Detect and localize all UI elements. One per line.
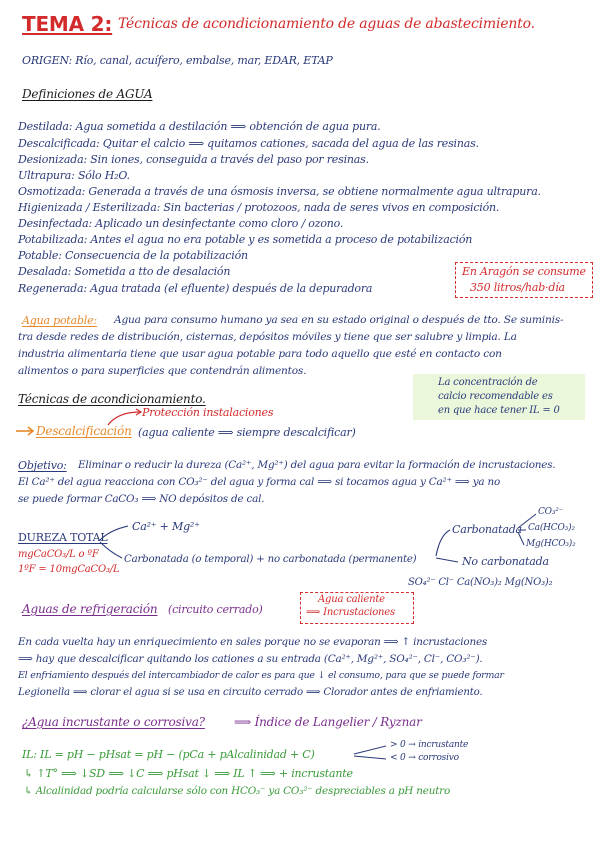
- agua-potable-label: Agua potable:: [22, 314, 97, 327]
- il-positive: > 0 → incrustante: [390, 740, 469, 750]
- def-potabilizada: Potabilizada: Antes el agua no era potable y es sometida a proceso de potabilización: [18, 233, 473, 246]
- def-potable: Potable: Consecuencia de la potabilización: [18, 249, 248, 262]
- tecnicas-heading: Técnicas de acondicionamiento.: [18, 392, 206, 406]
- carbonatada-label: Carbonatada: [452, 523, 522, 536]
- potable-line-3: industria alimentaria tiene que usar agua potable para todo aquello que esté en contacto con: [18, 348, 502, 360]
- title-subtitle: Técnicas de acondicionamiento de aguas de abastecimiento.: [118, 16, 535, 32]
- def-desionizada: Desionizada: Sin iones, conseguida a través del paso por resinas.: [18, 153, 369, 166]
- green-note-line-3: en que hace tener IL = 0: [438, 405, 560, 416]
- def-descalcificada: Descalcificada: Quitar el calcio ⟹ quitamos cationes, sacada del agua de las resinas.: [18, 137, 479, 150]
- refrigeracion-label: Aguas de refrigeración: [22, 602, 158, 616]
- carb-item-3: Mg(HCO₃)₂: [526, 539, 576, 549]
- def-osmotizada: Osmotizada: Generada a través de una ósmosis inversa, se obtiene normalmente agua ultrapura.: [18, 185, 541, 198]
- objetivo-line-1: Eliminar o reducir la dureza (Ca²⁺, Mg²⁺) del agua para evitar la formación de incrustaciones.: [78, 459, 556, 471]
- dureza-cations: Ca²⁺ + Mg²⁺: [132, 520, 200, 533]
- potable-line-4: alimentos o para superficies que contendrán alimentos.: [18, 365, 307, 377]
- refrigeracion-line-2: ⟹ hay que descalcificar quitando los cationes a su entrada (Ca²⁺, Mg²⁺, SO₄²⁻, Cl⁻, CO₃²⁻).: [18, 653, 483, 665]
- aragon-note-line-2: 350 litros/hab·día: [470, 281, 565, 294]
- incrustante-question: ¿Agua incrustante o corrosiva?: [22, 715, 205, 729]
- objetivo-label: Objetivo:: [18, 459, 67, 472]
- proteccion-arrow: [108, 412, 140, 425]
- no-carb-items: SO₄²⁻ Cl⁻ Ca(NO₃)₂ Mg(NO₃)₂: [408, 577, 553, 588]
- objetivo-line-2: El Ca²⁺ del agua reacciona con CO₃²⁻ del agua y forma cal ⟹ si tocamos agua y Ca²⁺ ⟹ ya no: [18, 476, 501, 488]
- carb-branch-3: [518, 532, 524, 545]
- tema-title: TEMA 2:: [22, 12, 113, 36]
- carb-branch-1: [518, 514, 536, 528]
- def-higienizada: Higienizada / Esterilizada: Sin bacterias / protozoos, nada de seres vivos en composición.: [18, 201, 500, 214]
- def-desinfectada: Desinfectada: Aplicado un desinfectante como cloro / ozono.: [18, 217, 344, 230]
- dureza-breakdown: Carbonatada (o temporal) + no carbonatada (permanente): [124, 554, 417, 565]
- agua-caliente-line-1: Agua caliente: [318, 594, 385, 605]
- il-formula: IL: IL = pH − pHsat = pH − (pCa + pAlcalinidad + C): [22, 748, 315, 761]
- dureza-units-1: mgCaCO₃/L o ºF: [18, 549, 99, 560]
- definitions-heading: Definiciones de AGUA: [22, 87, 153, 101]
- def-desalada: Desalada: Sometida a tto de desalación: [18, 265, 231, 278]
- dureza-branch-top: [100, 526, 128, 540]
- refrigeracion-rest: (circuito cerrado): [168, 603, 263, 616]
- potable-line-2: tra desde redes de distribución, cisternas, depósitos móviles y tiene que ser salubre y limpia. La: [18, 331, 517, 343]
- to-carbonatada: [436, 530, 450, 556]
- def-destilada: Destilada: Agua sometida a destilación ⟹ obtención de agua pura.: [18, 120, 381, 133]
- agua-caliente-line-2: ⟹ Incrustaciones: [306, 607, 395, 618]
- descalcificacion-rest: (agua caliente ⟹ siempre descalcificar): [138, 426, 356, 439]
- il-alcalinidad-line: ↳ Alcalinidad podría calcularse sólo con HCO₃⁻ ya CO₃²⁻ despreciables a pH neutro: [24, 785, 450, 797]
- to-no-carbonatada: [436, 558, 458, 562]
- refrigeracion-line-1: En cada vuelta hay un enriquecimiento en sales porque no se evaporan ⟹ ↑ incrustaciones: [18, 636, 488, 648]
- dureza-branch-bottom: [100, 542, 122, 558]
- langelier-index: ⟹ Índice de Langelier / Ryznar: [234, 715, 422, 729]
- def-ultrapura: Ultrapura: Sólo H₂O.: [18, 169, 130, 182]
- no-carbonatada-label: No carbonatada: [462, 555, 549, 568]
- aragon-note-line-1: En Aragón se consume: [462, 265, 586, 278]
- dureza-total-label: DUREZA TOTAL: [18, 531, 108, 544]
- potable-line-1: Agua para consumo humano ya sea en su estado original o después de tto. Se suminis-: [114, 314, 564, 326]
- il-negative: < 0 → corrosivo: [390, 753, 459, 763]
- refrigeracion-line-4: Legionella ⟹ clorar el agua si se usa en circuito cerrado ⟹ Clorador antes de enfriamiento.: [18, 687, 483, 698]
- refrigeracion-line-3: El enfriamiento después del intercambiador de calor es para que ↓ el consumo, para que se puede formar: [18, 670, 504, 681]
- il-arrow-negative: [354, 756, 386, 759]
- il-arrow-positive: [354, 746, 386, 754]
- origen-line: ORIGEN: Río, canal, acuífero, embalse, mar, EDAR, ETAP: [22, 54, 333, 67]
- objetivo-line-3: se puede formar CaCO₃ ⟹ NO depósitos de cal.: [18, 493, 265, 505]
- green-note-line-2: calcio recomendable es: [438, 391, 553, 402]
- il-temperature-line: ↳ ↑T° ⟹ ↓SD ⟹ ↓C ⟹ pHsat ↓ ⟹ IL ↑ ⟹ + incrustante: [24, 767, 353, 780]
- dureza-units-2: 1ºF = 10mgCaCO₃/L: [18, 564, 120, 575]
- green-note-line-1: La concentración de: [438, 377, 538, 388]
- def-regenerada: Regenerada: Agua tratada (el efluente) después de la depuradora: [18, 282, 373, 295]
- carb-item-2: Ca(HCO₃)₂: [528, 523, 575, 533]
- proteccion-instalaciones: Protección instalaciones: [142, 406, 274, 419]
- carb-item-1: CO₃²⁻: [538, 507, 564, 517]
- descalcificacion-label: Descalcificación: [36, 424, 132, 438]
